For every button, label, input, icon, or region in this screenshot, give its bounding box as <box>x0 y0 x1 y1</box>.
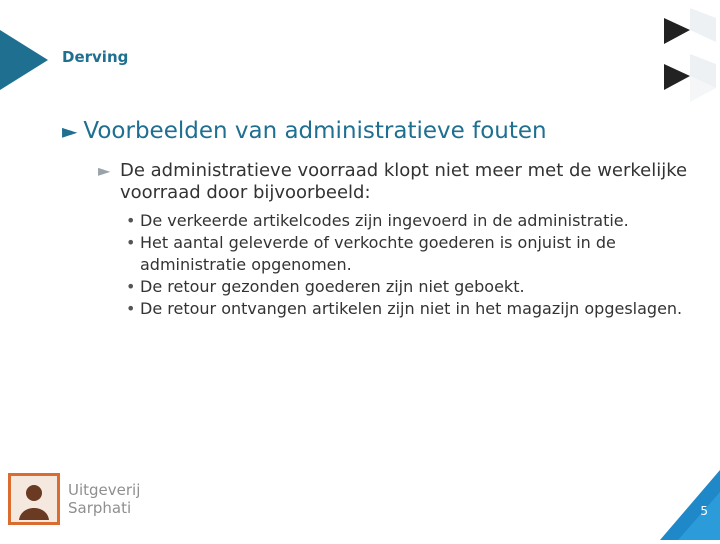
publisher-name <box>68 481 140 517</box>
slide-heading <box>62 118 547 144</box>
page-number-badge <box>660 470 720 540</box>
bullet-list <box>124 210 714 320</box>
slide-title: Voorbeelden van administratieve fouten <box>83 118 547 144</box>
publisher-logo <box>8 473 140 525</box>
bullet-item: • De verkeerde artikelcodes zijn ingevoerd in de administratie. <box>124 210 714 232</box>
arrow-right-icon: ► <box>62 119 78 143</box>
bullet-item: • De retour gezonden goederen zijn niet geboekt. <box>124 276 714 298</box>
bullet-item: • Het aantal geleverde of verkochte goederen is onjuist in de administratie opgenomen. <box>124 232 714 276</box>
section-label: Derving <box>62 48 129 66</box>
bullet-item: • De retour ontvangen artikelen zijn niet in het magazijn opgeslagen. <box>124 298 714 320</box>
subtitle-text: De administratieve voorraad klopt niet meer met de werkelijke voorraad door bijvoorbeeld: <box>120 160 688 203</box>
corner-decoration <box>660 0 720 105</box>
page-number-shape <box>660 470 720 540</box>
publisher-name-line1: Uitgeverij <box>68 481 141 499</box>
publisher-logo-icon <box>8 473 60 525</box>
publisher-name-line2: Sarphati <box>68 499 132 517</box>
page-number: 5 <box>700 504 708 518</box>
arrow-right-icon: ► <box>98 161 111 180</box>
header-triangle-decoration <box>0 30 50 90</box>
